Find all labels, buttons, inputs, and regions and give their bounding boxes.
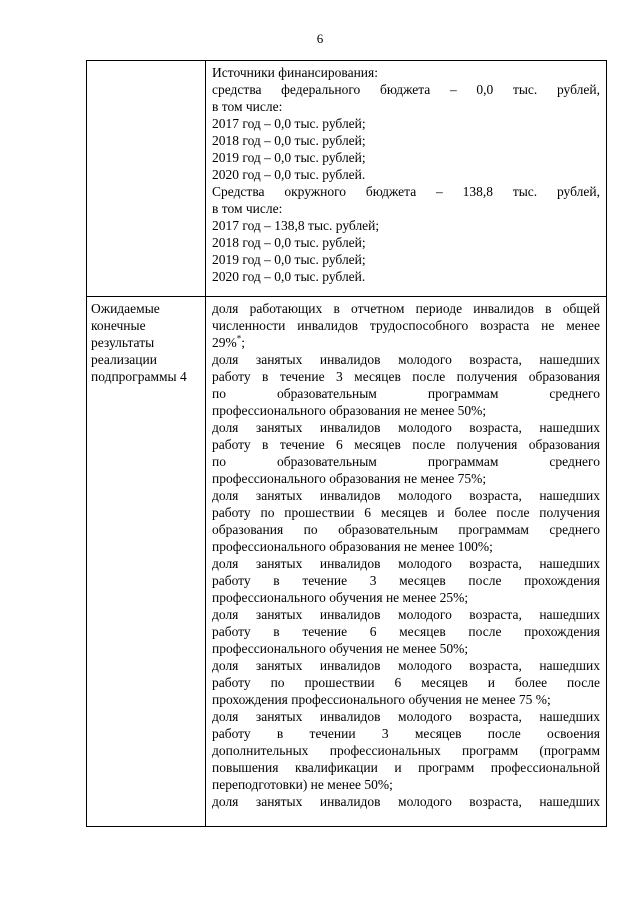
text-line: 2017 год – 138,8 тыс. рублей; <box>212 218 380 233</box>
row-label-cell <box>87 61 206 297</box>
text-line: прохождения профессионального обучения не менее 75 %; <box>212 692 551 707</box>
text-line: доля занятых инвалидов молодого возраста, нашедших <box>212 488 600 503</box>
text-line: работу в течение 6 месяцев после получения образования <box>212 437 600 452</box>
text-line: 2019 год – 0,0 тыс. рублей; <box>212 252 366 267</box>
text-line: 2020 год – 0,0 тыс. рублей. <box>212 167 366 182</box>
text-line: повышения квалификации и программ профессиональной <box>212 760 600 775</box>
expected-results-cell <box>206 297 607 827</box>
text-line: доля занятых инвалидов молодого возраста, нашедших <box>212 420 600 435</box>
financing-sources-cell <box>206 61 607 297</box>
text-line: доля работающих в отчетном периоде инвалидов в общей <box>212 301 600 316</box>
text-line: профессионального образования не менее 50%; <box>212 403 487 418</box>
text-line: по образовательным программам среднего <box>212 454 600 469</box>
text-fragment: ; <box>241 335 246 350</box>
text-line: работу в течение 6 месяцев после прохождения <box>212 624 600 639</box>
text-line: Средства окружного бюджета – 138,8 тыс. рублей, <box>212 184 600 199</box>
text-line: переподготовки) не менее 50%; <box>212 777 393 792</box>
text-line: в том числе: <box>212 99 283 114</box>
text-line: доля занятых инвалидов молодого возраста, нашедших <box>212 607 600 622</box>
text-line: доля занятых инвалидов молодого возраста, нашедших <box>212 658 600 673</box>
text-line: работу в течении 3 месяцев после освоения <box>212 726 600 741</box>
table-row-financing <box>87 61 607 297</box>
footnote-marker: * <box>236 333 242 344</box>
page-number: 6 <box>316 31 324 46</box>
text-line: 2018 год – 0,0 тыс. рублей; <box>212 235 366 250</box>
text-line: по образовательным программам среднего <box>212 386 600 401</box>
row-label <box>87 61 205 64</box>
text-line: дополнительных профессиональных программ (программ <box>212 743 600 758</box>
text-line: 2017 год – 0,0 тыс. рублей; <box>212 116 366 131</box>
text-line: работу в течение 3 месяцев после получения образования <box>212 369 600 384</box>
text-line: доля занятых инвалидов молодого возраста, нашедших <box>212 352 600 367</box>
text-line: профессионального обучения не менее 25%; <box>212 590 469 605</box>
text-line: работу по прошествии 6 месяцев и более после <box>212 675 600 690</box>
text-line: Источники финансирования: <box>212 65 378 80</box>
text-line: доля занятых инвалидов молодого возраста, нашедших <box>212 556 600 571</box>
text-line: средства федерального бюджета – 0,0 тыс. рублей, <box>212 82 600 97</box>
text-fragment: 29% <box>212 335 237 350</box>
text-line: 2018 год – 0,0 тыс. рублей; <box>212 133 366 148</box>
text-line: в том числе: <box>212 201 283 216</box>
text-line: профессионального образования не менее 75%; <box>212 471 487 486</box>
text-line: профессионального образования не менее 100%; <box>212 539 493 554</box>
text-line: 2019 год – 0,0 тыс. рублей; <box>212 150 366 165</box>
text-line: работу в течение 3 месяцев после прохождения <box>212 573 600 588</box>
program-passport-table <box>86 60 607 827</box>
text-line: работу по прошествии 6 месяцев и более после получения <box>212 505 600 520</box>
text-line: 2020 год – 0,0 тыс. рублей. <box>212 269 366 284</box>
text-line: профессионального обучения не менее 50%; <box>212 641 469 656</box>
text-line: доля занятых инвалидов молодого возраста, нашедших <box>212 709 600 724</box>
table-row-expected-results <box>87 297 607 827</box>
text-line: образования по образовательным программам среднего <box>212 522 600 537</box>
row-label-cell <box>87 297 206 827</box>
text-line: доля занятых инвалидов молодого возраста, нашедших <box>212 794 600 809</box>
text-line <box>212 334 600 351</box>
row-label-expected-results: Ожидаемые конечные результаты реализации подпрограммы 4 <box>91 301 187 384</box>
text-line: численности инвалидов трудоспособного возраста не менее <box>212 318 600 333</box>
